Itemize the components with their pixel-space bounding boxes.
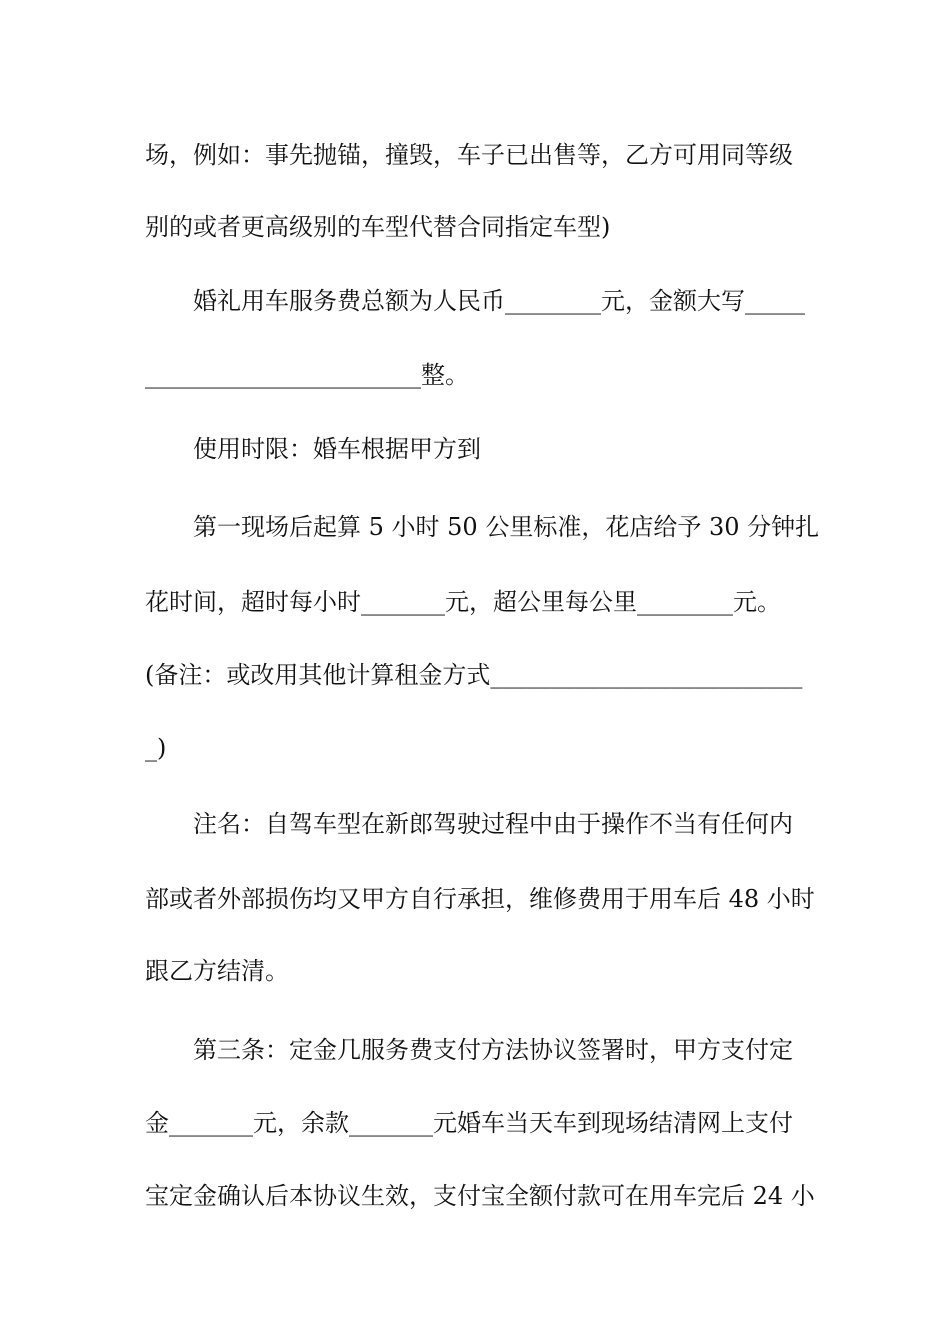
- text-line: _): [145, 734, 167, 762]
- text-line: 场，例如：事先抛锚，撞毁，车子已出售等，乙方可用同等级: [145, 141, 793, 169]
- paragraph-first-line: 注名：自驾车型在新郎驾驶过程中由于操作不当有任何内: [193, 810, 793, 838]
- text-line: 部或者外部损伤均又甲方自行承担，维修费用于用车后 48 小时: [145, 885, 815, 913]
- text-line: 花时间，超时每小时_______元，超公里每公里________元。: [145, 588, 781, 616]
- paragraph-first-line: 第三条：定金几服务费支付方法协议签署时，甲方支付定: [193, 1036, 793, 1064]
- text-line: (备注：或改用其他计算租金方式__________________________: [145, 661, 803, 689]
- text-line: 别的或者更高级别的车型代替合同指定车型): [145, 213, 611, 241]
- text-line: _______________________整。: [145, 361, 469, 389]
- text-line: 跟乙方结清。: [145, 957, 289, 985]
- text-line: 金_______元，余款_______元婚车当天车到现场结清网上支付: [145, 1109, 793, 1137]
- text-line: 宝定金确认后本协议生效，支付宝全额付款可在用车完后 24 小: [145, 1182, 815, 1210]
- paragraph-first-line: 婚礼用车服务费总额为人民币________元，金额大写_____: [193, 287, 805, 315]
- paragraph-first-line: 使用时限：婚车根据甲方到: [193, 435, 481, 463]
- paragraph-first-line: 第一现场后起算 5 小时 50 公里标准，花店给予 30 分钟扎: [193, 513, 820, 541]
